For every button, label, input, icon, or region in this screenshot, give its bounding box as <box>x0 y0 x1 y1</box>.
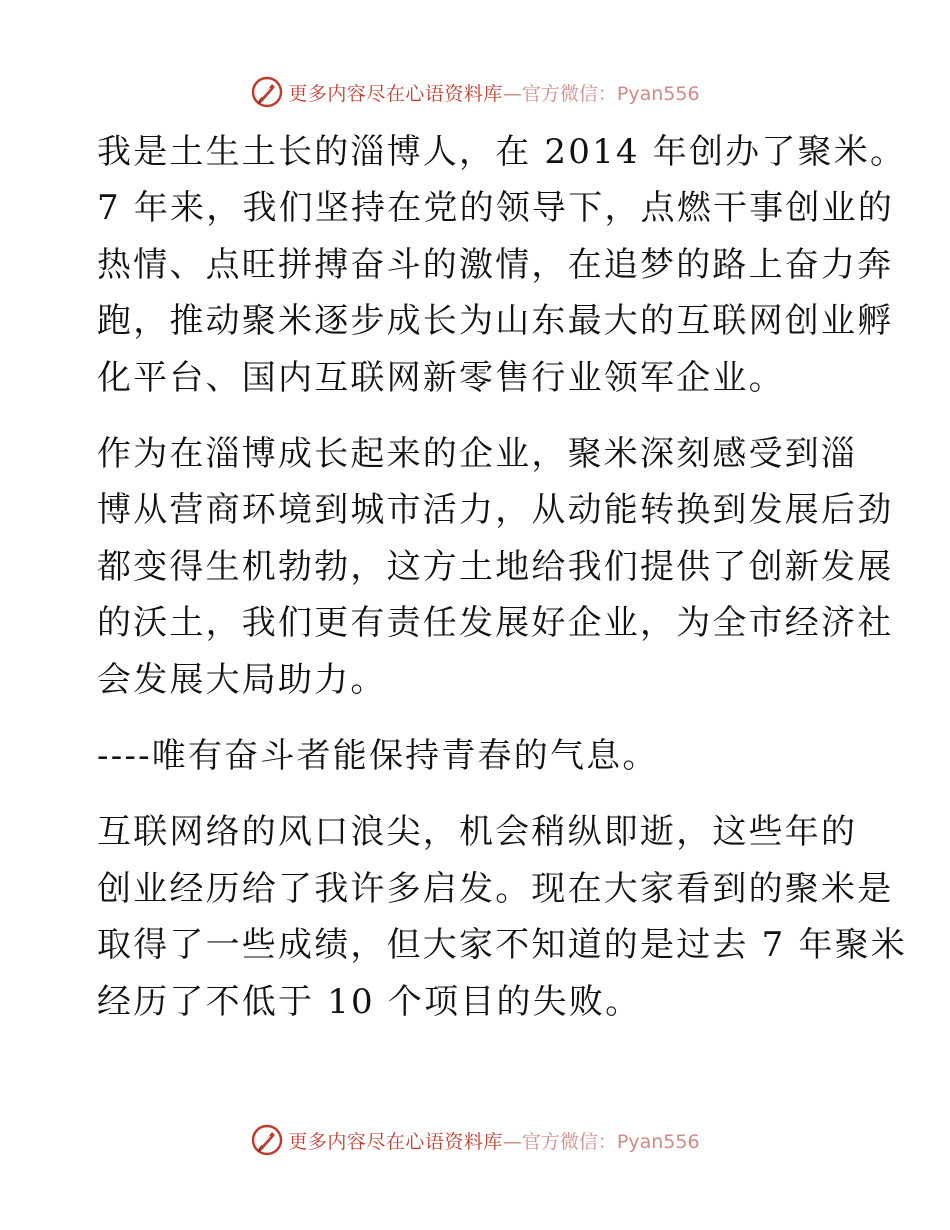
document-body <box>97 124 908 1030</box>
text-line: 跑，推动聚米逐步成长为山东最大的互联网创业孵 <box>97 301 894 342</box>
text-line: 取得了一些成绩，但大家不知道的是过去 7 年聚米 <box>97 925 908 966</box>
text-line: 都变得生机勃勃，这方土地给我们提供了创新发展 <box>97 546 894 587</box>
text-line: 化平台、国内互联网新零售行业领军企业。 <box>97 357 785 398</box>
text-line: 博从营商环境到城市活力，从动能转换到发展后劲 <box>97 490 894 531</box>
watermark-brand-text: 更多内容尽在心语资料库 <box>288 82 503 105</box>
header-watermark <box>0 72 950 112</box>
watermark-wechat-text: —官方微信：Pyan556 <box>502 1130 700 1153</box>
text-line: 我是土生土长的淄博人，在 2014 年创办了聚米。 <box>97 132 907 172</box>
text-line: 7 年来，我们坚持在党的领导下，点燃干事创业的 <box>97 188 895 229</box>
text-line: ----唯有奋斗者能保持青春的气息。 <box>97 736 659 777</box>
paragraph-3-quote <box>97 728 857 784</box>
text-line: 的沃土，我们更有责任发展好企业，为全市经济社 <box>97 603 894 644</box>
text-line: 会发展大局助力。 <box>97 659 387 700</box>
text-line: 经历了不低于 10 个项目的失败。 <box>97 981 642 1022</box>
text-line: 创业经历给了我许多启发。现在大家看到的聚米是 <box>97 868 894 909</box>
watermark-brand-text: 更多内容尽在心语资料库 <box>288 1130 503 1153</box>
text-line: 热情、点旺拼搏奋斗的激情，在追梦的路上奋力奔 <box>97 244 894 285</box>
quill-pen-logo-icon <box>250 1123 284 1157</box>
paragraph-4 <box>97 804 908 1030</box>
watermark-wechat-text: —官方微信：Pyan556 <box>502 82 700 105</box>
text-line: 互联网络的风口浪尖，机会稍纵即逝，这些年的 <box>97 812 858 853</box>
footer-watermark <box>0 1120 950 1160</box>
paragraph-1 <box>97 124 907 406</box>
quill-pen-logo-icon <box>250 75 284 109</box>
paragraph-2 <box>97 426 894 708</box>
text-line: 作为在淄博成长起来的企业，聚米深刻感受到淄 <box>97 434 858 475</box>
